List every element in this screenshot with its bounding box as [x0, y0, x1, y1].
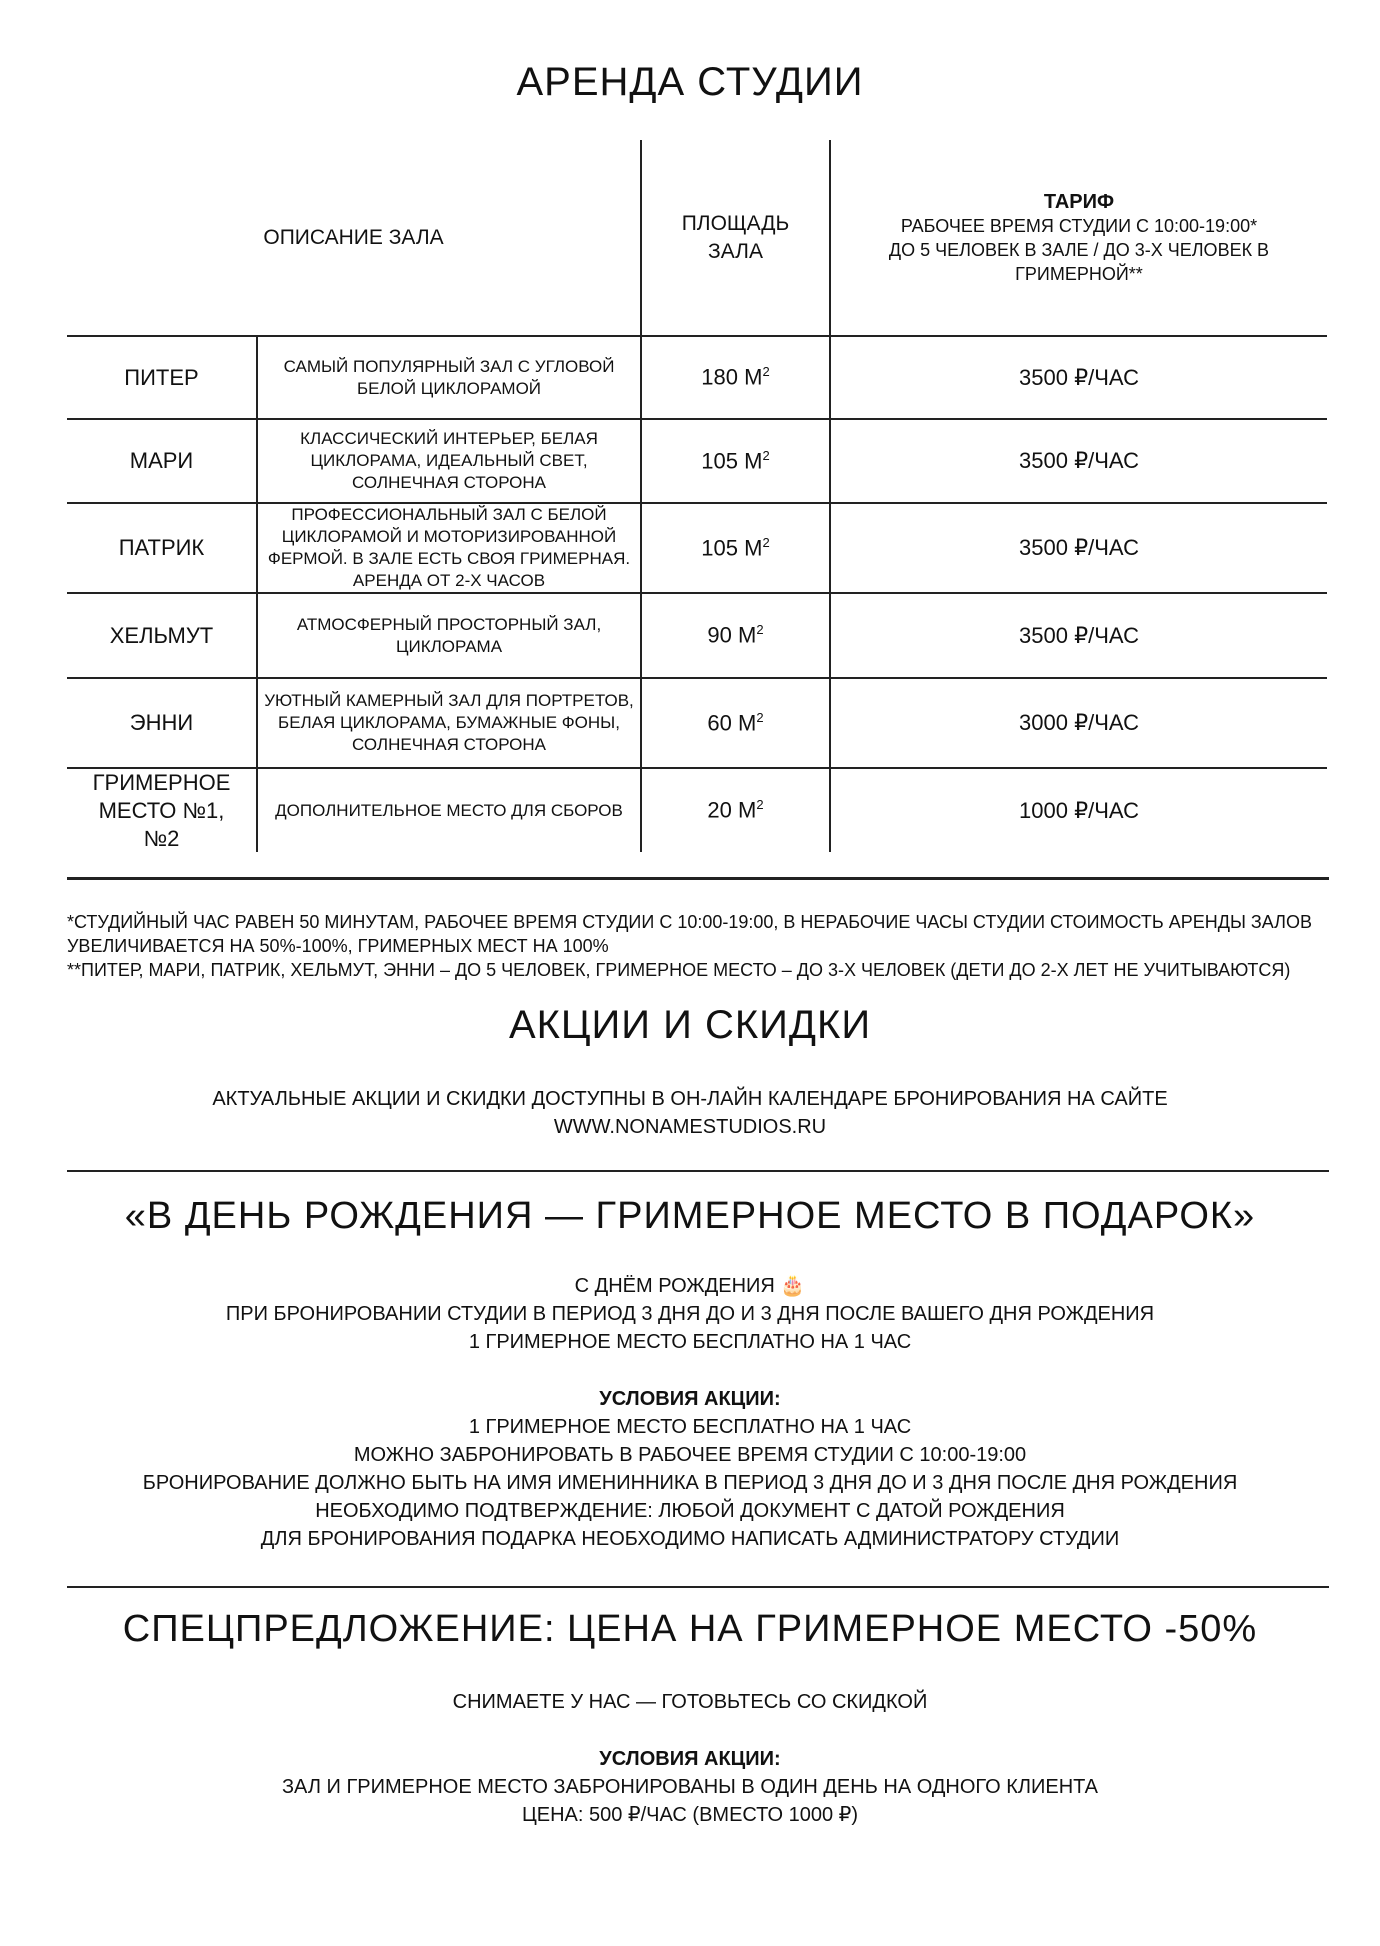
condition-item: НЕОБХОДИМО ПОДТВЕРЖДЕНИЕ: ЛЮБОЙ ДОКУМЕНТ С ДАТОЙ РОЖДЕНИЯ [315, 1500, 1065, 1522]
section-divider [67, 1586, 1329, 1588]
hall-area-cell [642, 769, 829, 852]
special-conditions-list [0, 1773, 1380, 1829]
hall-price-cell [831, 337, 1327, 418]
birthday-conditions-title: УСЛОВИЯ АКЦИИ: [599, 1388, 781, 1410]
hall-name: ХЕЛЬМУТ [109, 622, 214, 648]
hall-area-superscript: 2 [756, 797, 764, 813]
hall-price: 3000 ₽/ЧАС [1019, 710, 1139, 735]
hall-area-unit: М [744, 448, 763, 474]
hall-description: УЮТНЫЙ КАМЕРНЫЙ ЗАЛ ДЛЯ ПОРТРЕТОВ, БЕЛАЯ ЦИКЛОРАМА, БУМАЖНЫЕ ФОНЫ, СОЛНЕЧНАЯ СТОРОНА [264, 691, 634, 754]
hall-area-value: 105 [701, 535, 739, 561]
hall-price-cell [831, 504, 1327, 592]
promos-website-link[interactable]: WWW.NONAMESTUDIOS.RU [553, 1116, 827, 1138]
hall-price: 3500 ₽/ЧАС [1019, 535, 1139, 560]
special-conditions-title: УСЛОВИЯ АКЦИИ: [599, 1748, 781, 1770]
hall-price: 3500 ₽/ЧАС [1019, 448, 1139, 473]
hall-name-cell [67, 594, 256, 677]
hall-area [701, 448, 769, 474]
birthday-text-1: ПРИ БРОНИРОВАНИИ СТУДИИ В ПЕРИОД 3 ДНЯ ДО И 3 ДНЯ ПОСЛЕ ВАШЕГО ДНЯ РОЖДЕНИЯ [225, 1303, 1155, 1325]
hall-area-unit: М [738, 710, 757, 736]
hall-description-cell [258, 594, 640, 677]
header-area: ПЛОЩАДЬ ЗАЛА [681, 211, 790, 263]
hall-area-cell [642, 337, 829, 418]
hall-price: 3500 ₽/ЧАС [1019, 364, 1139, 390]
hall-area [701, 364, 769, 390]
hall-area [707, 710, 763, 736]
hall-name-cell [67, 679, 256, 767]
hall-area-value: 60 [707, 710, 732, 736]
birthday-title: «В ДЕНЬ РОЖДЕНИЯ — ГРИМЕРНОЕ МЕСТО В ПОДАРОК» [124, 1195, 1256, 1237]
condition-item: МОЖНО ЗАБРОНИРОВАТЬ В РАБОЧЕЕ ВРЕМЯ СТУДИИ С 10:00-19:00 [353, 1444, 1027, 1466]
cake-icon: 🎂 [780, 1275, 806, 1297]
hall-name-cell [67, 420, 256, 502]
hall-price-cell [831, 420, 1327, 502]
hall-name-cell [67, 504, 256, 592]
hall-description-cell [258, 337, 640, 418]
hall-description: САМЫЙ ПОПУЛЯРНЫЙ ЗАЛ С УГЛОВОЙ БЕЛОЙ ЦИКЛОРАМОЙ [283, 356, 615, 398]
condition-item: 1 ГРИМЕРНОЕ МЕСТО БЕСПЛАТНО НА 1 ЧАС [468, 1416, 912, 1438]
hall-area-superscript: 2 [756, 709, 764, 725]
promos-text: АКТУАЛЬНЫЕ АКЦИИ И СКИДКИ ДОСТУПНЫ В ОН-ЛАЙН КАЛЕНДАРЕ БРОНИРОВАНИЯ НА САЙТЕ [212, 1088, 1168, 1110]
hall-area-superscript: 2 [762, 447, 770, 463]
condition-item: ЦЕНА: 500 ₽/ЧАС (ВМЕСТО 1000 ₽) [521, 1804, 859, 1826]
condition-item: ЗАЛ И ГРИМЕРНОЕ МЕСТО ЗАБРОНИРОВАНЫ В ОДИН ДЕНЬ НА ОДНОГО КЛИЕНТА [281, 1776, 1099, 1798]
hall-area-unit: М [744, 535, 763, 561]
special-offer-title: СПЕЦПРЕДЛОЖЕНИЕ: ЦЕНА НА ГРИМЕРНОЕ МЕСТО -50% [122, 1608, 1258, 1650]
header-tariff: ТАРИФ РАБОЧЕЕ ВРЕМЯ СТУДИИ С 10:00-19:00* ДО 5 ЧЕЛОВЕК В ЗАЛЕ / ДО 3-Х ЧЕЛОВЕК В ГРИМЕРНОЙ** [888, 190, 1270, 284]
hall-area-superscript: 2 [762, 364, 770, 380]
special-offer-text: СНИМАЕТЕ У НАС — ГОТОВЬТЕСЬ СО СКИДКОЙ [452, 1691, 928, 1713]
hall-name: ПАТРИК [118, 535, 205, 560]
hall-area-value: 105 [701, 448, 739, 474]
footnote-capacity: **ПИТЕР, МАРИ, ПАТРИК, ХЕЛЬМУТ, ЭННИ – ДО 5 ЧЕЛОВЕК, ГРИМЕРНОЕ МЕСТО – ДО 3-Х ЧЕЛОВЕК (ДЕТИ ДО 2-Х ЛЕТ НЕ УЧИТЫВАЮТСЯ) [67, 960, 1291, 980]
hall-area-value: 90 [707, 622, 732, 648]
hall-area-unit: М [744, 364, 763, 390]
birthday-conditions-list [0, 1413, 1380, 1553]
hall-name-cell [67, 769, 256, 852]
footnote-working-hours: *СТУДИЙНЫЙ ЧАС РАВЕН 50 МИНУТАМ, РАБОЧЕЕ ВРЕМЯ СТУДИИ С 10:00-19:00, В НЕРАБОЧИЕ ЧАСЫ СТУДИИ СТОИМОСТЬ АРЕНДЫ ЗАЛОВ УВЕЛИЧИВАЕТСЯ НА 50%-100%, ГРИМЕРНЫХ МЕСТ НА 100% [67, 912, 1312, 956]
hall-description-cell [258, 769, 640, 852]
hall-area-cell [642, 420, 829, 502]
hall-area [707, 622, 763, 648]
hall-name-cell [67, 337, 256, 418]
condition-item: БРОНИРОВАНИЕ ДОЛЖНО БЫТЬ НА ИМЯ ИМЕНИННИКА В ПЕРИОД 3 ДНЯ ДО И 3 ДНЯ ПОСЛЕ ДНЯ РОЖДЕНИЯ [142, 1472, 1238, 1494]
hall-price: 3500 ₽/ЧАС [1019, 622, 1139, 648]
hall-description-cell [258, 679, 640, 767]
hall-name: ПИТЕР [124, 364, 199, 390]
hall-area-value: 180 [701, 364, 739, 390]
hall-area-superscript: 2 [762, 534, 770, 550]
hall-area-cell [642, 679, 829, 767]
promos-title: АКЦИИ И СКИДКИ [508, 1003, 872, 1047]
hall-price-cell [831, 594, 1327, 677]
hall-description-cell [258, 420, 640, 502]
header-description: ОПИСАНИЕ ЗАЛА [263, 225, 444, 249]
hall-name: ЭННИ [129, 710, 194, 735]
hall-price-cell [831, 769, 1327, 852]
page-title: АРЕНДА СТУДИИ [516, 60, 864, 104]
hall-area [701, 535, 769, 561]
hall-description-cell [258, 504, 640, 592]
birthday-text-2: 1 ГРИМЕРНОЕ МЕСТО БЕСПЛАТНО НА 1 ЧАС [468, 1331, 912, 1353]
hall-area-unit: М [738, 622, 757, 648]
hall-area-value: 20 [707, 797, 732, 823]
hall-name: ГРИМЕРНОЕ МЕСТО №1, №2 [92, 769, 231, 851]
section-divider [67, 1170, 1329, 1172]
hall-area-unit: М [738, 797, 757, 823]
hall-area-cell [642, 594, 829, 677]
hall-price: 1000 ₽/ЧАС [1019, 797, 1139, 823]
hall-area-superscript: 2 [756, 622, 764, 638]
hall-description: АТМОСФЕРНЫЙ ПРОСТОРНЫЙ ЗАЛ, ЦИКЛОРАМА [296, 614, 602, 656]
hall-price-cell [831, 679, 1327, 767]
hall-area [707, 797, 763, 823]
condition-item: ДЛЯ БРОНИРОВАНИЯ ПОДАРКА НЕОБХОДИМО НАПИСАТЬ АДМИНИСТРАТОРУ СТУДИИ [260, 1528, 1120, 1550]
hall-description: ДОПОЛНИТЕЛЬНОЕ МЕСТО ДЛЯ СБОРОВ [275, 800, 623, 820]
hall-area-cell [642, 504, 829, 592]
hall-description: КЛАССИЧЕСКИЙ ИНТЕРЬЕР, БЕЛАЯ ЦИКЛОРАМА, ИДЕАЛЬНЫЙ СВЕТ, СОЛНЕЧНАЯ СТОРОНА [300, 429, 598, 492]
hall-description: ПРОФЕССИОНАЛЬНЫЙ ЗАЛ С БЕЛОЙ ЦИКЛОРАМОЙ И МОТОРИЗИРОВАННОЙ ФЕРМОЙ. В ЗАЛЕ ЕСТЬ СВОЯ ГРИМЕРНАЯ. АРЕНДА ОТ 2-Х ЧАСОВ [267, 505, 631, 590]
birthday-greeting: С ДНЁМ РОЖДЕНИЯ [574, 1275, 775, 1297]
hall-name: МАРИ [129, 448, 194, 473]
birthday-greeting-line [0, 1272, 1380, 1300]
table-bottom-rule [67, 877, 1329, 880]
